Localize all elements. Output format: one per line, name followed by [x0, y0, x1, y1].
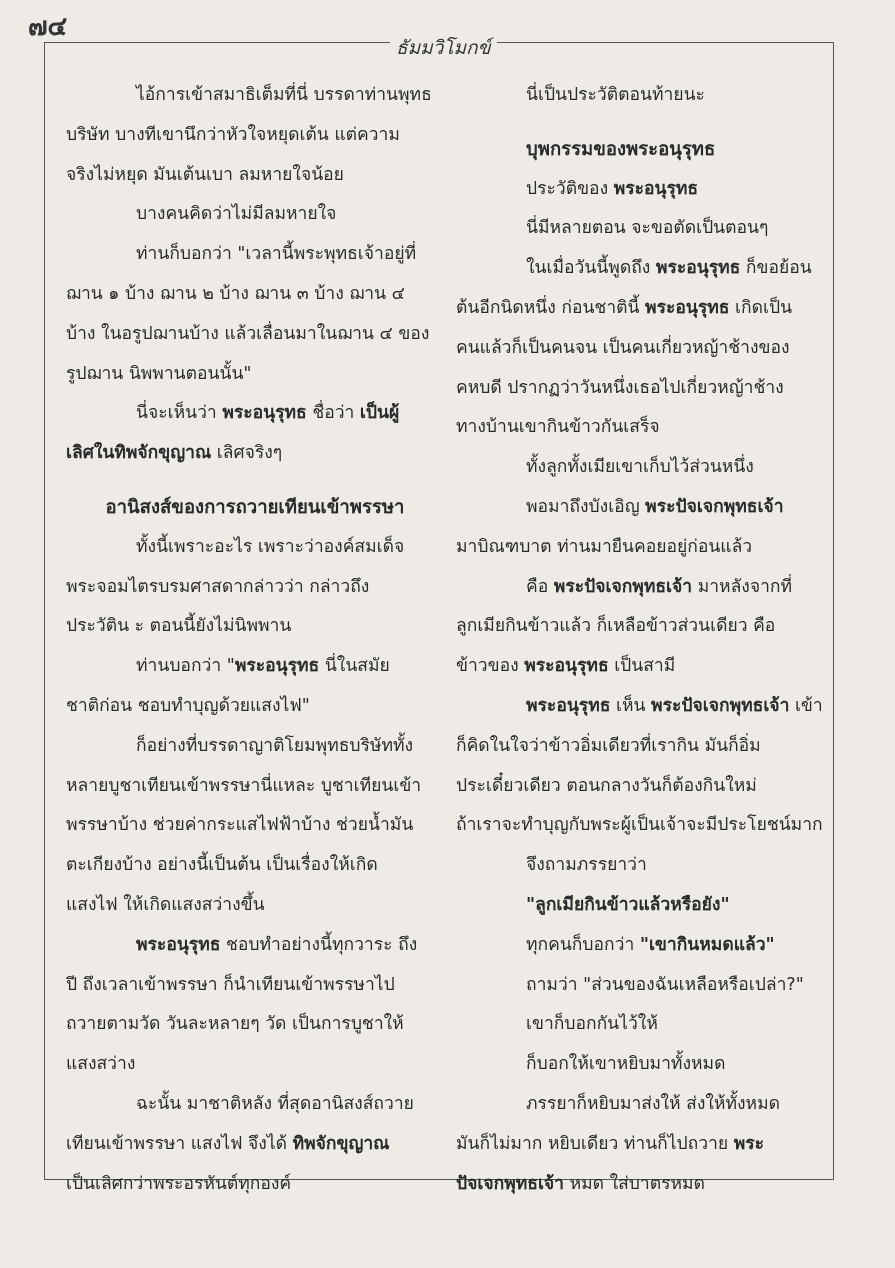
- text-line: คหบดี ปรากฏว่าวันหนึ่งเธอไปเกี่ยวหญ้าช้าง: [456, 377, 784, 398]
- text-line: ปี ถึงเวลาเข้าพรรษา ก็นำเทียนเข้าพรรษาไป: [66, 974, 395, 995]
- text-line: พอมาถึงบังเอิญ พระปัจเจกพุทธเจ้า: [526, 496, 784, 517]
- text-line: ทางบ้านเขากินข้าวกันเสร็จ: [456, 417, 660, 438]
- text-line: ข้าวของ พระอนุรุทธ เป็นสามี: [456, 656, 676, 677]
- text-line: ประเดี๋ยวเดียว ตอนกลางวันก็ต้องกินใหม่: [456, 775, 757, 796]
- text-line: จึงถามภรรยาว่า: [526, 855, 647, 876]
- text-line: ตะเกียงบ้าง อย่างนี้เป็นต้น เป็นเรื่องให้เกิด: [66, 855, 378, 876]
- text-line: จริงไม่หยุด มันเต้นเบา ลมหายใจน้อย: [66, 164, 344, 185]
- text-line: ท่านบอกว่า "พระอนุรุทธ นี่ในสมัย: [136, 656, 390, 677]
- text-line: พระจอมไตรบรมศาสดากล่าวว่า กล่าวถึง: [66, 576, 370, 597]
- text-line: คือ พระปัจเจกพุทธเจ้า มาหลังจากที่: [526, 576, 793, 597]
- text-line: มาบิณฑบาต ท่านมายืนคอยอยู่ก่อนแล้ว: [456, 536, 753, 557]
- text-line: ไอ้การเข้าสมาธิเต็มที่นี่ บรรดาท่านพุทธ: [136, 85, 432, 105]
- text-line: ชาติก่อน ชอบทำบุญด้วยแสงไฟ": [66, 695, 310, 716]
- text-line: ก็คิดในใจว่าข้าวอิ่มเดียวที่เรากิน มันก็อิ่ม: [456, 735, 761, 756]
- section-heading: อานิสงส์ของการถวายเทียนเข้าพรรษา: [105, 496, 405, 518]
- text-line: บ้าง ในอรูปฌานบ้าง แล้วเลื่อนมาในฌาน ๔ ของ: [66, 323, 430, 344]
- text-line: ทั้งลูกทั้งเมียเขาเก็บไว้ส่วนหนึ่ง: [526, 457, 754, 478]
- text-line: มันก็ไม่มาก หยิบเดียว ท่านก็ไปถวาย พระ: [456, 1133, 765, 1154]
- text-line: ในเมื่อวันนี้พูดถึง พระอนุรุทธ ก็ขอย้อน: [526, 258, 812, 279]
- page-number: ๗๔: [28, 12, 68, 42]
- text-line: นี่เป็นประวัติตอนท้ายนะ: [526, 85, 705, 105]
- text-line: ทั้งนี้เพราะอะไร เพราะว่าองค์สมเด็จ: [136, 536, 405, 557]
- text-line: เทียนเข้าพรรษา แสงไฟ จึงได้ ทิพจักขุญาณ: [66, 1133, 390, 1154]
- right-column: [456, 76, 823, 1204]
- text-line: ลูกเมียกินข้าวแล้ว ก็เหลือข้าวส่วนเดียว คือ: [456, 616, 776, 637]
- running-header: ธัมมวิโมกข์: [390, 33, 497, 63]
- text-line: พรรษาบ้าง ช่วยค่ากระแสไฟฟ้าบ้าง ช่วยน้ำมัน: [66, 815, 414, 836]
- text-line: นี่มีหลายตอน จะขอตัดเป็นตอนๆ: [526, 218, 769, 239]
- text-line: เลิศในทิพจักขุญาณ เลิศจริงๆ: [66, 443, 283, 464]
- text-line: เขาก็บอกกันไว้ให้: [526, 1014, 658, 1035]
- text-line: หลายบูชาเทียนเข้าพรรษานี่แหละ บูชาเทียนเข้า: [66, 775, 422, 796]
- text-line: ฉะนั้น มาชาติหลัง ที่สุดอานิสงส์ถวาย: [136, 1093, 414, 1114]
- text-line: ก็บอกให้เขาหยิบมาทั้งหมด: [526, 1054, 726, 1075]
- text-line: แสงไฟ ให้เกิดแสงสว่างขึ้น: [66, 894, 265, 915]
- text-line: ก็อย่างที่บรรดาญาติโยมพุทธบริษัททั้ง: [136, 735, 414, 756]
- text-line: ภรรยาก็หยิบมาส่งให้ ส่งให้ทั้งหมด: [526, 1093, 780, 1114]
- text-line: ฌาน ๑ บ้าง ฌาน ๒ บ้าง ฌาน ๓ บ้าง ฌาน ๔: [66, 283, 405, 304]
- text-line: ท่านก็บอกว่า "เวลานี้พระพุทธเจ้าอยู่ที่: [136, 244, 417, 265]
- section-heading: บุพกรรมของพระอนุรุทธ: [526, 138, 716, 160]
- text-line: เป็นเลิศกว่าพระอรหันต์ทุกองค์: [66, 1173, 292, 1194]
- text-line: "ลูกเมียกินข้าวแล้วหรือยัง": [526, 894, 730, 915]
- text-line: แสงสว่าง: [66, 1054, 136, 1075]
- text-line: คนแล้วก็เป็นคนจน เป็นคนเกี่ยวหญ้าช้างของ: [456, 337, 790, 358]
- text-line: พระอนุรุทธ เห็น พระปัจเจกพุทธเจ้า เข้า: [526, 695, 823, 716]
- text-line: ถามว่า "ส่วนของฉันเหลือหรือเปล่า?": [526, 974, 804, 995]
- text-line: ปัจเจกพุทธเจ้า หมด ใส่บาตรหมด: [456, 1173, 705, 1194]
- text-line: บางคนคิดว่าไม่มีลมหายใจ: [136, 204, 337, 225]
- text-line: บริษัท บางทีเขานึกว่าหัวใจหยุดเต้น แต่ความ: [66, 124, 400, 145]
- text-line: นี่จะเห็นว่า พระอนุรุทธ ชื่อว่า เป็นผู้: [136, 403, 400, 424]
- text-line: ประวัติของ พระอนุรุทธ: [526, 178, 699, 199]
- text-line: ถ้าเราจะทำบุญกับพระผู้เป็นเจ้าจะมีประโยชน์มาก: [456, 815, 823, 836]
- text-line: ทุกคนก็บอกว่า "เขากินหมดแล้ว": [526, 934, 775, 955]
- text-line: ประวัติน ะ ตอนนี้ยังไม่นิพพาน: [66, 616, 292, 637]
- text-line: ถวายตามวัด วันละหลายๆ วัด เป็นการบูชาให้: [66, 1014, 404, 1035]
- text-line: รูปฌาน นิพพานตอนนั้น": [66, 363, 252, 384]
- left-column: [66, 76, 444, 1204]
- text-line: พระอนุรุทธ ชอบทำอย่างนี้ทุกวาระ ถึง: [136, 934, 418, 955]
- text-line: ต้นอีกนิดหนึ่ง ก่อนชาตินี้ พระอนุรุทธ เกิดเป็น: [456, 297, 793, 318]
